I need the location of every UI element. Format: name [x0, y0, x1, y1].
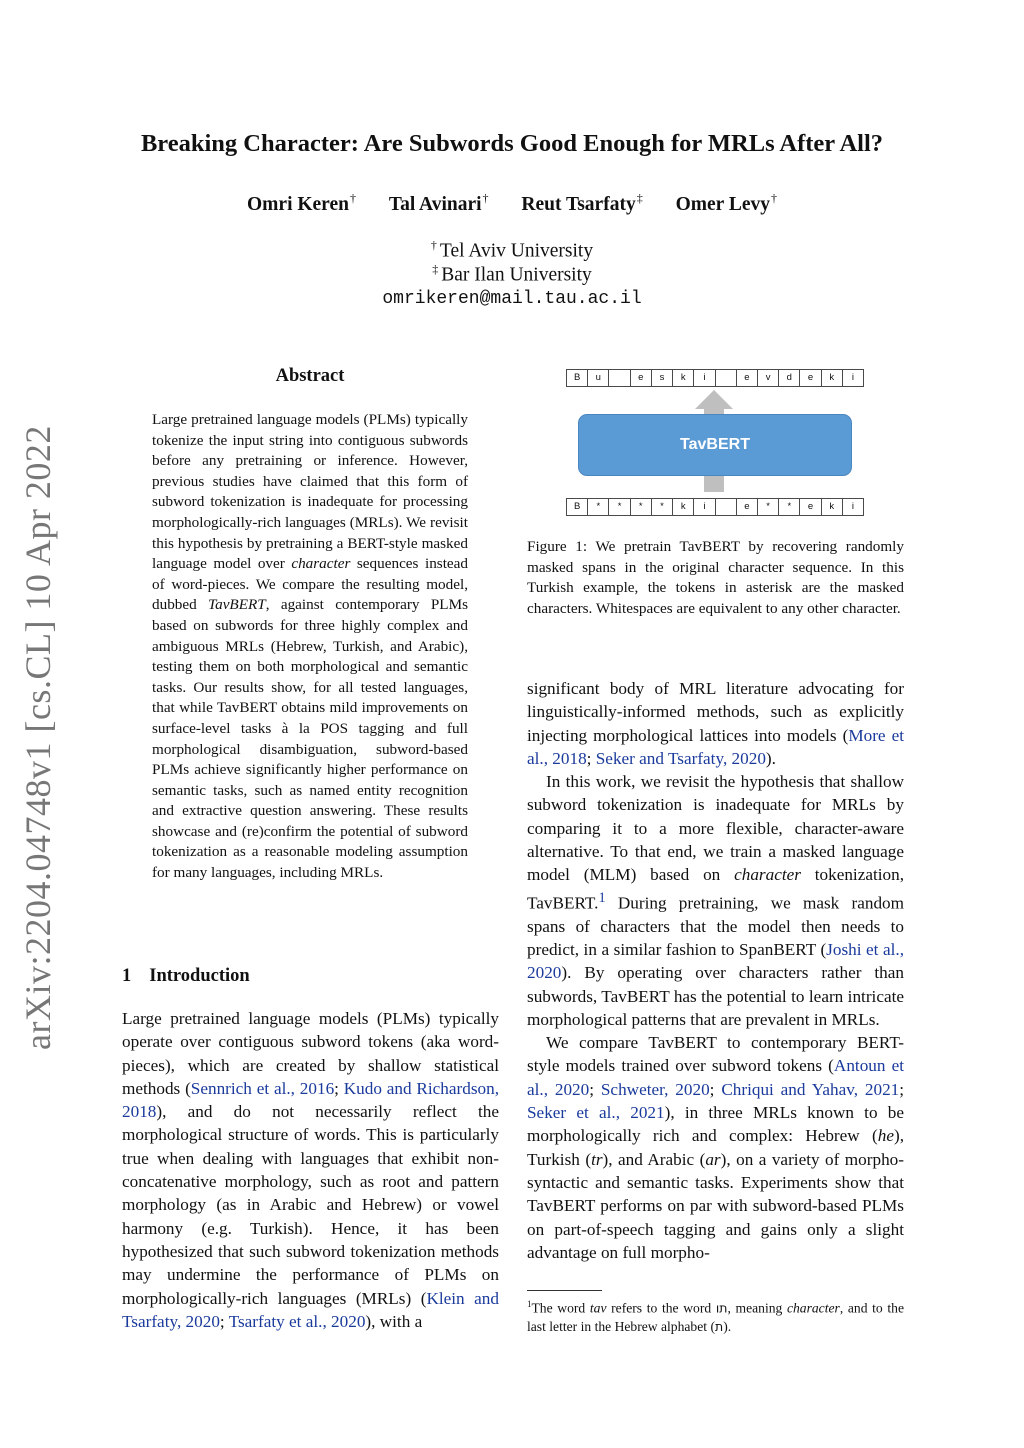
author: Reut Tsarfaty‡ [521, 191, 643, 215]
token-cell: B [567, 499, 588, 515]
token-cell: k [673, 370, 694, 386]
figure-caption: Figure 1: We pretrain TavBERT by recovering randomly masked spans in the original character sequence. In this Turkish example, the tokens in asterisk are the masked characters. Whitespaces are equivalent to any other character. [527, 538, 904, 617]
token-cell: e [800, 499, 821, 515]
token-cell [609, 370, 630, 386]
token-cell: e [800, 370, 821, 386]
input-token-row [566, 498, 864, 516]
paper-title: Breaking Character: Are Subwords Good Enough for MRLs After All? [140, 130, 884, 157]
author: Tal Avinari† [388, 191, 489, 215]
token-cell: i [694, 499, 715, 515]
token-cell: * [652, 499, 673, 515]
token-cell [716, 499, 737, 515]
token-cell: e [631, 370, 652, 386]
citation-link[interactable]: Seker and Tsarfaty, 2020 [595, 748, 766, 768]
paragraph: In this work, we revisit the hypothesis that shallow subword tokenization is inadequate for MRLs by comparing it to a more flexible, character-aware alternative. To that end, we train a masked language model (MLM) based on character tokenization, TavBERT.$^1$ During pretraining, we mask random spans of characters that the model then needs to predict, in a similar fashion to SpanBERT (Joshi et al., 2020). By operating over characters rather than subwords, TavBERT has the potential to learn intricate morphological patterns that are prevalent in MRLs. [527, 772, 904, 1029]
figure-1-diagram [566, 366, 864, 518]
footnote-divider [527, 1290, 602, 1291]
left-column-text [122, 1007, 499, 1333]
token-cell: i [851, 501, 855, 512]
token-cell: e [737, 370, 758, 386]
citation-link[interactable]: Sennrich et al., 2016 [190, 1078, 335, 1098]
token-cell [716, 370, 737, 386]
citation-link[interactable]: Kudo and Richardson, 2018 [122, 1078, 500, 1122]
abstract-heading: Abstract [275, 366, 345, 386]
citation-link[interactable]: Schweter, 2020 [600, 1079, 710, 1099]
citation-link[interactable]: Seker et al., 2021 [527, 1103, 665, 1123]
token-cell: * [779, 499, 800, 515]
citation-link[interactable]: Antoun et al., 2020 [527, 1056, 904, 1099]
token-cell: i [694, 370, 715, 386]
affiliation: ‡ Bar Ilan University [432, 262, 592, 286]
abstract-text: Large pretrained language models (PLMs) typically tokenize the input string into contiguous subwords before any pretraining or inference. However, previous studies have claimed that this form of subword tokenization is inadequate for processing morphologically-rich languages (MRLs). We revisit this hypothesis by pretraining a BERT-style masked language model over character sequences instead of word-pieces. We compare the resulting model, dubbed TavBERT, against contemporary PLMs based on subwords for three highly complex and ambiguous MRLs (Hebrew, Turkish, and Arabic), testing them on both morphological and semantic tasks. Our results show, for all tested languages, that while TavBERT obtains mild improvements on surface-level tasks à la POS tagging and full morphological disambiguation, subword-based PLMs achieve significantly higher performance on semantic tasks, such as named entity recognition and extractive question answering. These results showcase and (re)confirm the potential of subword tokenization as a reasonable modeling assumption for many languages, including MRLs. [152, 411, 468, 882]
author: Omri Keren† [247, 191, 356, 215]
arrow-stem [704, 476, 724, 492]
token-cell: B [567, 370, 588, 386]
output-token-row [566, 369, 864, 387]
author-list [0, 191, 1024, 216]
citation-link[interactable]: More et al., 2018 [527, 725, 904, 768]
tavbert-model-box: TavBERT [578, 414, 852, 476]
token-cell: i [851, 372, 855, 383]
token-cell: * [588, 499, 609, 515]
token-cell: * [631, 499, 652, 515]
section-heading: 1 Introduction [122, 966, 250, 986]
citation-link[interactable]: Tsarfaty et al., 2020 [228, 1311, 366, 1331]
footnote: $^1$The word tav refers to the word תו, meaning character, and to the last letter in the Hebrew alphabet (ת). [527, 1299, 904, 1334]
affiliation: † Tel Aviv University [430, 238, 594, 262]
citation-link[interactable]: Klein and Tsarfaty, 2020 [122, 1288, 499, 1331]
citation-link[interactable]: Chriqui and Yahav, 2021 [721, 1079, 900, 1099]
token-cell: u [588, 370, 609, 386]
token-cell: e [737, 499, 758, 515]
author: Omer Levy† [675, 191, 777, 215]
up-arrow-icon [695, 390, 733, 409]
token-cell: k [673, 499, 694, 515]
arxiv-identifier: arXiv:2204.04748v1 [cs.CL] 10 Apr 2022 [18, 425, 58, 1050]
right-column-text [527, 677, 904, 1264]
paragraph: significant body of MRL literature advocating for linguistically-informed methods, such as explicitly injecting morphological lattices into models (More et al., 2018; Seker and Tsarfaty, 2020). [527, 679, 904, 768]
token-cell: d [779, 370, 800, 386]
token-cell: k [822, 499, 843, 515]
paragraph: Large pretrained language models (PLMs) typically operate over contiguous subword tokens (aka word-pieces), which are created by shallow statistical methods (Sennrich et al., 2016; Kudo and Richardson, 2018), and do not necessarily reflect the morphological structure of words. This is particularly true when dealing with languages that exhibit non-concatenative morphology, such as root and pattern morphology (as in Arabic and Hebrew) or vowel harmony (e.g. Turkish). Hence, it has been hypothesized that such subword tokenization methods may undermine the performance of PLMs on morphologically-rich languages (MRLs) (Klein and Tsarfaty, 2020; Tsarfaty et al., 2020), with a [122, 1009, 500, 1331]
token-cell: s [652, 370, 673, 386]
token-cell: v [758, 370, 779, 386]
paragraph: We compare TavBERT to contemporary BERT-style models trained over subword tokens (Antoun et al., 2020; Schweter, 2020; Chriqui and Yahav, 2021; Seker et al., 2021), in three MRLs known to be morphologically rich and complex: Hebrew (he), Turkish (tr), and Arabic (ar), on a variety of morpho-syntactic and semantic tasks. Experiments show that TavBERT performs on par with subword-based PLMs on part-of-speech tagging and gains only a slight advantage on full morpho- [527, 1033, 905, 1262]
token-cell: * [609, 499, 630, 515]
footnote-marker[interactable]: 1 [598, 889, 606, 906]
token-cell: * [758, 499, 779, 515]
author-email: omrikeren@mail.tau.ac.il [382, 289, 642, 309]
citation-link[interactable]: Joshi et al., 2020 [527, 940, 904, 983]
token-cell: k [822, 370, 843, 386]
